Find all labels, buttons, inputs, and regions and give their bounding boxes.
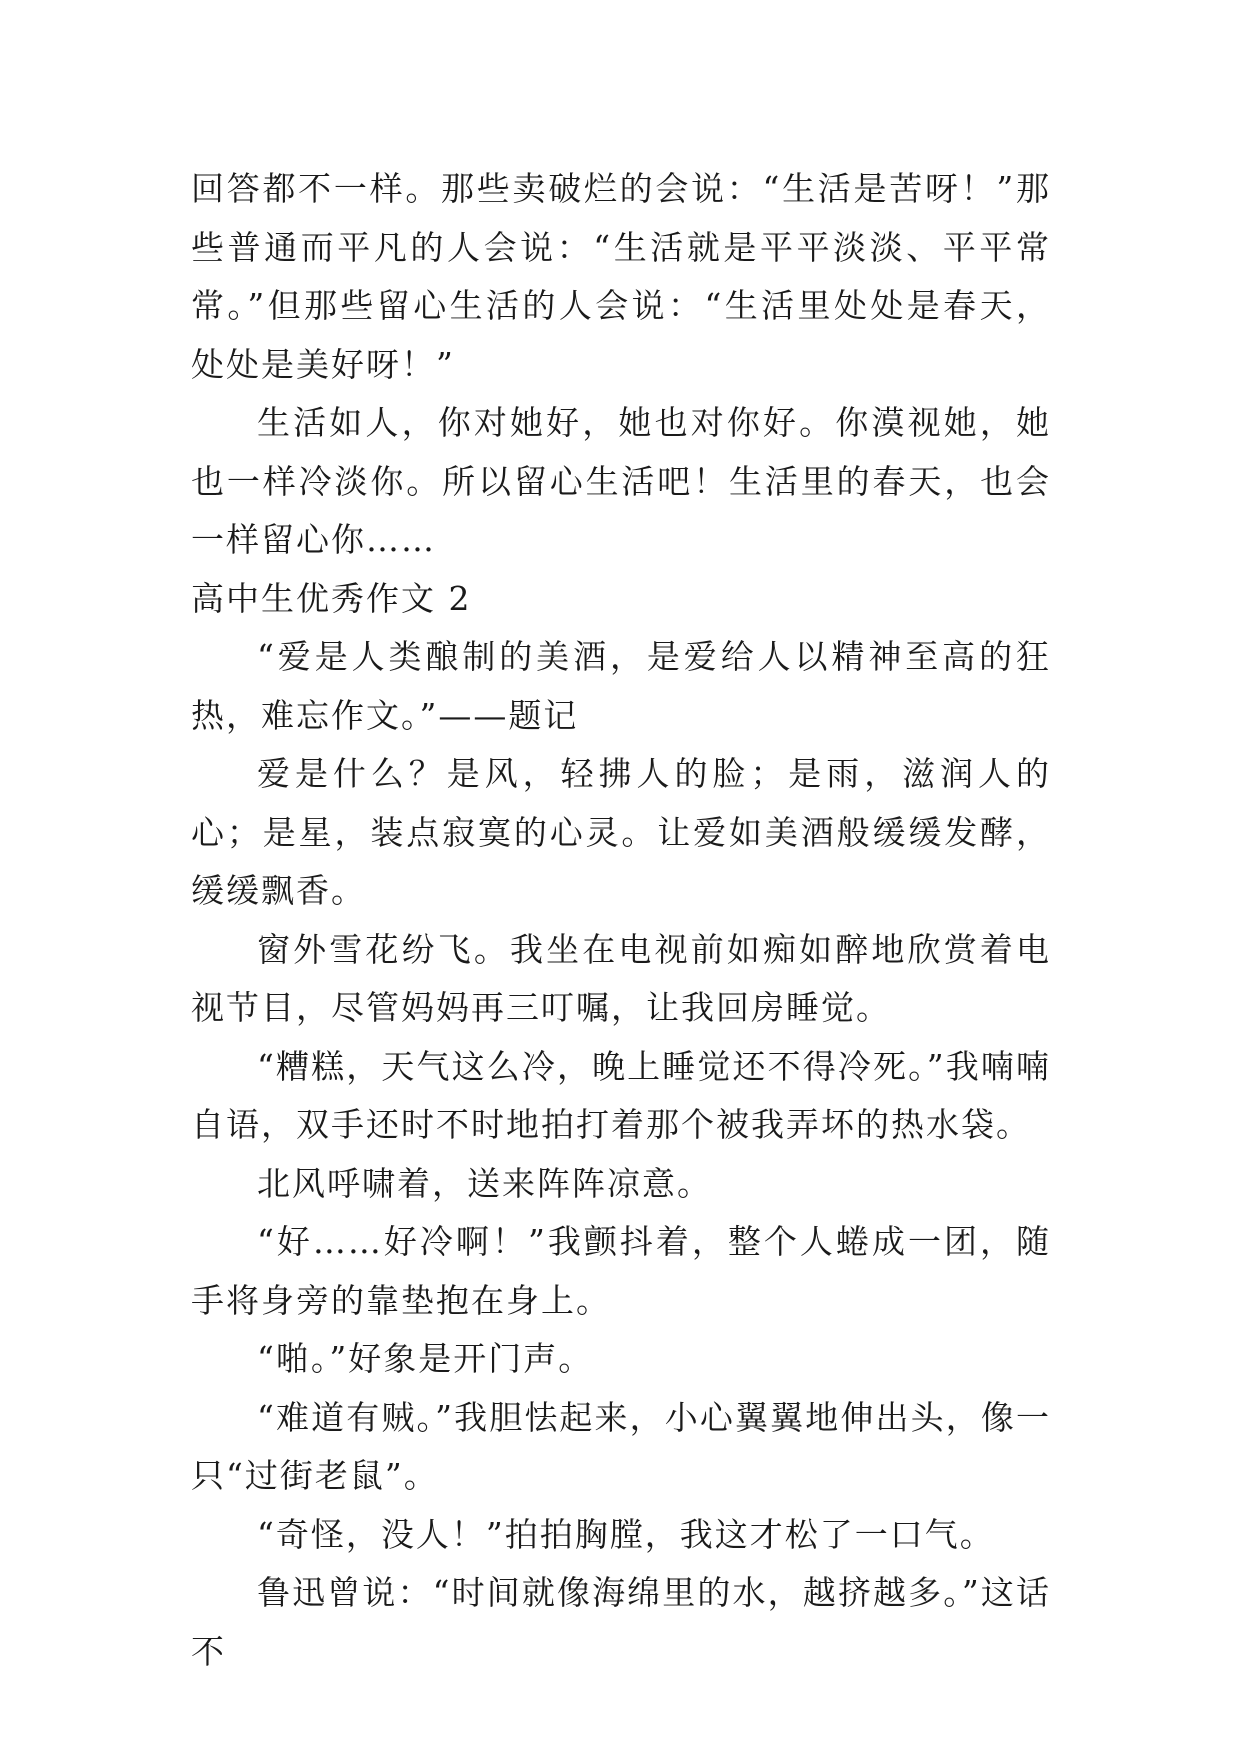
document-body xyxy=(191,160,1051,1681)
paragraph: “好……好冷啊！”我颤抖着，整个人蜷成一团，随手将身旁的靠垫抱在身上。 xyxy=(191,1222,1051,1320)
paragraph: “奇怪，没人！”拍拍胸膛，我这才松了一口气。 xyxy=(257,1514,995,1554)
paragraph: “难道有贼。”我胆怯起来，小心翼翼地伸出头，像一只“过街老鼠”。 xyxy=(191,1397,1051,1495)
paragraph: 北风呼啸着，送来阵阵凉意。 xyxy=(257,1163,712,1203)
paragraph: 窗外雪花纷飞。我坐在电视前如痴如醉地欣赏着电视节目，尽管妈妈再三叮嘱，让我回房睡觉。 xyxy=(191,929,1051,1027)
epigraph-paragraph: “爱是人类酿制的美酒，是爱给人以精神至高的狂热，难忘作文。”——题记 xyxy=(191,637,1051,735)
paragraph: 爱是什么？是风，轻拂人的脸；是雨，滋润人的心；是星，装点寂寞的心灵。让爱如美酒般缓缓发酵，缓缓飘香。 xyxy=(191,754,1051,910)
essay-heading: 高中生优秀作文 2 xyxy=(191,578,472,618)
paragraph-continuation: 回答都不一样。那些卖破烂的会说：“生活是苦呀！”那些普通而平凡的人会说：“生活就是平平淡淡、平平常常。”但那些留心生活的人会说：“生活里处处是春天，处处是美好呀！” xyxy=(191,169,1051,384)
paragraph-truncated: 鲁迅曾说：“时间就像海绵里的水，越挤越多。”这话不 xyxy=(191,1573,1051,1671)
paragraph: 生活如人，你对她好，她也对你好。你漠视她，她也一样冷淡你。所以留心生活吧！生活里的春天，也会一样留心你…… xyxy=(191,403,1051,559)
paragraph: “啪。”好象是开门声。 xyxy=(257,1339,594,1378)
paragraph: “糟糕，天气这么冷，晚上睡觉还不得冷死。”我喃喃自语，双手还时不时地拍打着那个被我弄坏的热水袋。 xyxy=(191,1046,1051,1144)
